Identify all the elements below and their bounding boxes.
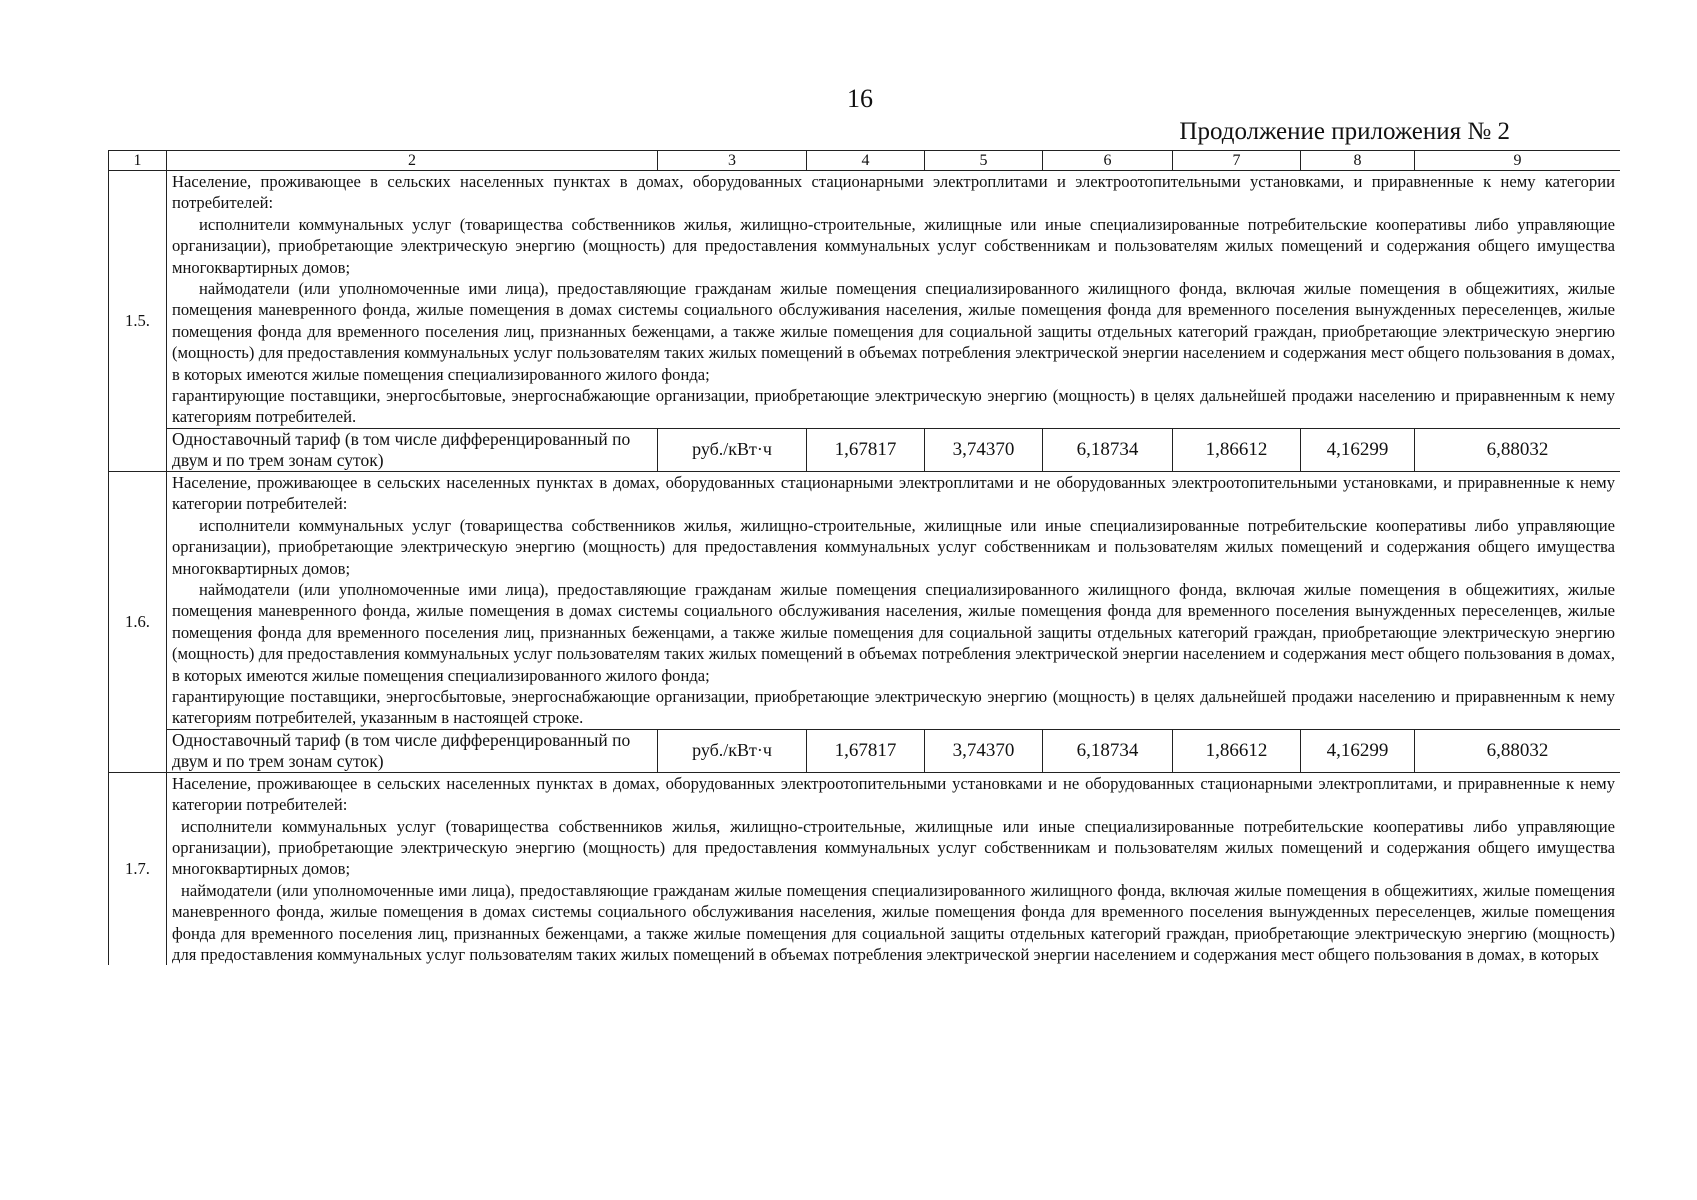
column-header: 4 <box>807 151 925 171</box>
tariff-value: 1,67817 <box>807 729 925 772</box>
column-header: 1 <box>109 151 167 171</box>
row-number: 1.6. <box>109 471 167 772</box>
tariff-value: 3,74370 <box>925 428 1043 471</box>
column-header: 7 <box>1173 151 1301 171</box>
category-paragraph: Население, проживающее в сельских населенных пунктах в домах, оборудованных стационарными электроплитами и не оборудованных электроотопительными установками, и приравненные к нему категории потребителей: <box>172 472 1615 514</box>
category-paragraph: Население, проживающее в сельских населенных пунктах в домах, оборудованных электроотопительными установками и не оборудованных стационарными электроплитами, и приравненные к нему категории потребителей: <box>172 773 1615 815</box>
column-header: 9 <box>1415 151 1621 171</box>
tariff-table-container <box>108 150 1620 1108</box>
tariff-value: 6,18734 <box>1043 729 1173 772</box>
tariff-label: Одноставочный тариф (в том числе дифференцированный по двум и по трем зонам суток) <box>167 428 658 471</box>
tariff-unit: руб./кВт·ч <box>658 729 807 772</box>
tariff-value: 1,86612 <box>1173 729 1301 772</box>
tariff-value: 4,16299 <box>1301 729 1415 772</box>
category-paragraph: Население, проживающее в сельских населенных пунктах в домах, оборудованных стационарными электроплитами и электроотопительными установками, и приравненные к нему категории потребителей: <box>172 172 1615 213</box>
category-paragraph: наймодатели (или уполномоченные ими лица), предоставляющие гражданам жилые помещения специализированного жилищного фонда, включая жилые помещения в общежитиях, жилые помещения маневренного фонда, жилые помещения в домах системы социального обслуживания населения, жилые помещения фонда для временного поселения вынужденных переселенцев, жилые помещения фонда для временного поселения лиц, признанных беженцами, а также жилые помещения для социальной защиты отдельных категорий граждан, приобретающие электрическую энергию (мощность) для предоставления коммунальных услуг пользователям таких жилых помещений в объемах потребления электрической энергии населением и содержания мест общего пользования в домах, в которых имеются жилые помещения специализированного жилого фонда; <box>172 279 1615 384</box>
column-header: 6 <box>1043 151 1173 171</box>
category-paragraph: гарантирующие поставщики, энергосбытовые, энергоснабжающие организации, приобретающие электрическую энергию (мощность) в целях дальнейшей продажи населению и приравненным к нему категориям потребителей. <box>172 386 1615 427</box>
table-header-row <box>109 151 1621 171</box>
category-paragraph: исполнители коммунальных услуг (товарищества собственников жилья, жилищно-строительные, жилищные или иные специализированные потребительские кооперативы либо управляющие организации), приобретающие электрическую энергию (мощность) для предоставления коммунальных услуг собственникам и пользователям жилых помещений и содержания общего имущества многоквартирных домов; <box>172 214 1615 277</box>
category-paragraph: исполнители коммунальных услуг (товарищества собственников жилья, жилищно-строительные, жилищные или иные специализированные потребительские кооперативы либо управляющие организации), приобретающие электрическую энергию (мощность) для предоставления коммунальных услуг собственникам и пользователям жилых помещений и содержания общего имущества многоквартирных домов; <box>172 515 1615 578</box>
category-paragraph: гарантирующие поставщики, энергосбытовые, энергоснабжающие организации, приобретающие электрическую энергию (мощность) в целях дальнейшей продажи населению и приравненным к нему категориям потребителей, указанным в настоящей строке. <box>172 686 1615 728</box>
table-row <box>109 772 1621 965</box>
column-header: 5 <box>925 151 1043 171</box>
tariff-row <box>109 428 1621 471</box>
tariff-value: 4,16299 <box>1301 428 1415 471</box>
column-header: 3 <box>658 151 807 171</box>
consumer-category-description <box>167 471 1621 729</box>
consumer-category-description <box>167 171 1621 429</box>
appendix-label: Продолжение приложения № 2 <box>1179 118 1510 145</box>
table-row <box>109 471 1621 729</box>
tariff-value: 6,88032 <box>1415 428 1621 471</box>
page-number: 16 <box>847 84 873 113</box>
tariff-row <box>109 729 1621 772</box>
tariff-unit: руб./кВт·ч <box>658 428 807 471</box>
category-paragraph: исполнители коммунальных услуг (товарищества собственников жилья, жилищно-строительные, жилищные или иные специализированные потребительские кооперативы либо управляющие организации), приобретающие электрическую энергию (мощность) для предоставления коммунальных услуг собственникам и пользователям жилых помещений и содержания общего имущества многоквартирных домов; <box>172 816 1615 879</box>
column-header: 2 <box>167 151 658 171</box>
category-paragraph: наймодатели (или уполномоченные ими лица), предоставляющие гражданам жилые помещения специализированного жилищного фонда, включая жилые помещения в общежитиях, жилые помещения маневренного фонда, жилые помещения в домах системы социального обслуживания населения, жилые помещения фонда для временного поселения вынужденных переселенцев, жилые помещения фонда для временного поселения лиц, признанных беженцами, а также жилые помещения для социальной защиты отдельных категорий граждан, приобретающие электрическую энергию (мощность) для предоставления коммунальных услуг пользователям таких жилых помещений в объемах потребления электрической энергии населением и содержания мест общего пользования в домах, в которых имеются жилые помещения специализированного жилого фонда; <box>172 579 1615 685</box>
tariff-value: 3,74370 <box>925 729 1043 772</box>
tariff-table <box>108 150 1620 965</box>
row-number: 1.5. <box>109 171 167 472</box>
category-paragraph: наймодатели (или уполномоченные ими лица), предоставляющие гражданам жилые помещения специализированного жилищного фонда, включая жилые помещения в общежитиях, жилые помещения маневренного фонда, жилые помещения в домах системы социального обслуживания населения, жилые помещения фонда для временного поселения вынужденных переселенцев, жилые помещения фонда для временного поселения лиц, признанных беженцами, а также жилые помещения для социальной защиты отдельных категорий граждан, приобретающие электрическую энергию (мощность) для предоставления коммунальных услуг пользователям таких жилых помещений в объемах потребления электрической энергии населением и содержания мест общего пользования в домах, в которых <box>172 880 1615 964</box>
tariff-value: 1,86612 <box>1173 428 1301 471</box>
tariff-value: 1,67817 <box>807 428 925 471</box>
tariff-label: Одноставочный тариф (в том числе дифференцированный по двум и по трем зонам суток) <box>167 729 658 772</box>
tariff-value: 6,88032 <box>1415 729 1621 772</box>
consumer-category-description <box>167 772 1621 965</box>
column-header: 8 <box>1301 151 1415 171</box>
row-number: 1.7. <box>109 772 167 965</box>
table-row <box>109 171 1621 429</box>
tariff-value: 6,18734 <box>1043 428 1173 471</box>
